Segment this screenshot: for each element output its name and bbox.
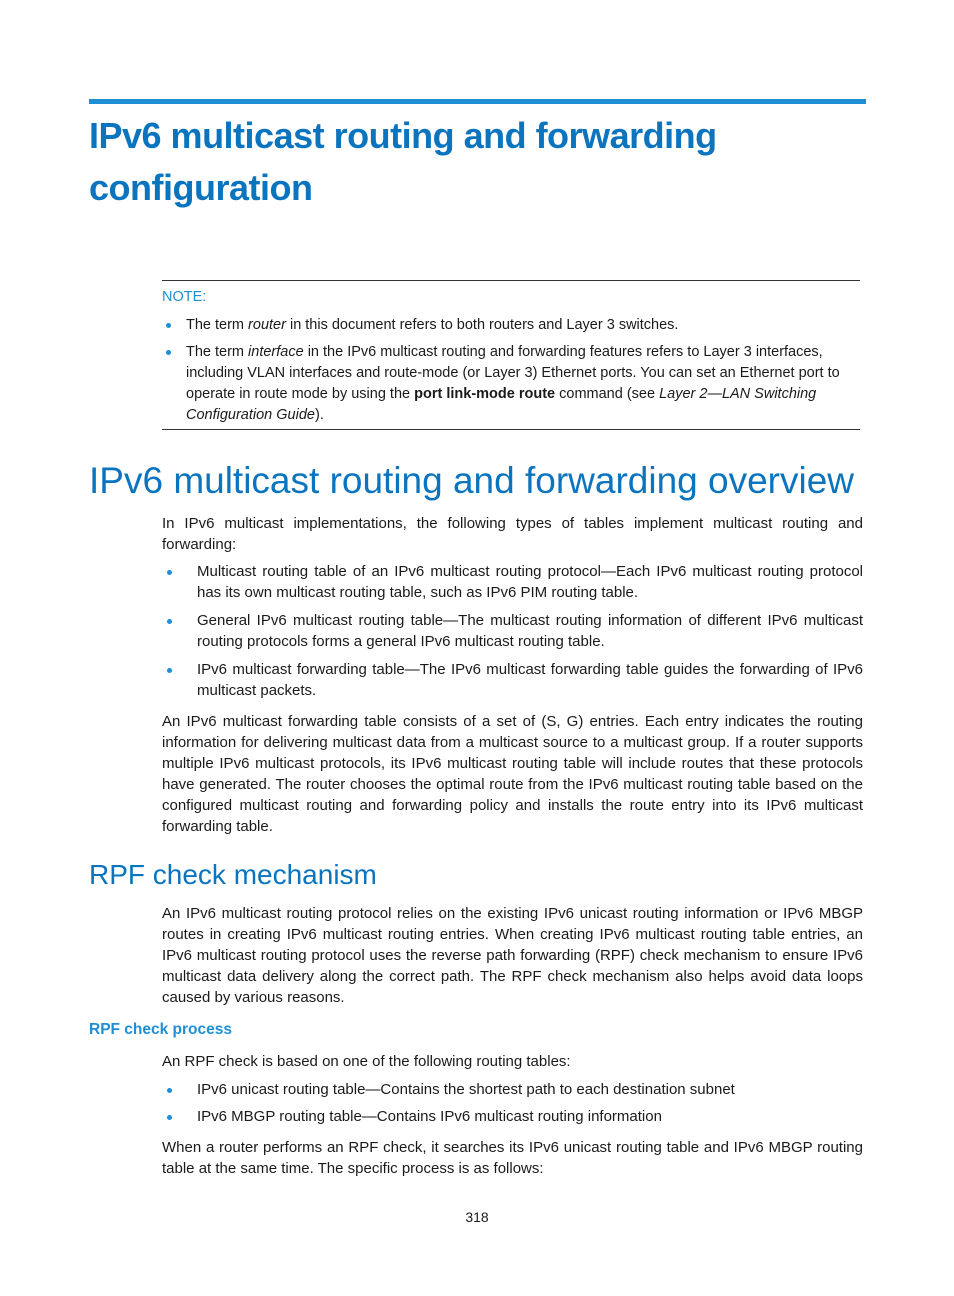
list-item: General IPv6 multicast routing table—The multicast routing information of different IPv6 multicast routing protocols forms a general IPv6 multicast routing table.: [162, 610, 863, 652]
overview-list: [162, 561, 863, 701]
rpf-paragraph: An IPv6 multicast routing protocol relies on the existing IPv6 unicast routing information or IPv6 MBGP routes in creating IPv6 multicast routing entries. When creating IPv6 multicast routing table entries, an IPv6 multicast routing protocol uses the reverse path forwarding (RPF) check mechanism to ensure IPv6 multicast data delivery along the correct path. The RPF check mechanism also helps avoid data loops caused by various reasons.: [162, 905, 863, 1006]
process-paragraph: When a router performs an RPF check, it searches its IPv6 unicast routing table and IPv6 MBGP routing table at the same time. The specific process is as follows:: [162, 1139, 863, 1177]
rpf-process-section: [162, 1051, 863, 1179]
note-item: The term router in this document refers to both routers and Layer 3 switches.: [162, 315, 860, 336]
note-label: NOTE:: [162, 289, 207, 305]
term-router: router: [248, 317, 286, 333]
page-number: 318: [465, 1209, 489, 1225]
guide-reference: Layer 2—LAN Switching Configuration Guide: [186, 386, 817, 423]
bullet-icon: [167, 1088, 172, 1093]
list-item: Multicast routing table of an IPv6 multicast routing protocol—Each IPv6 multicast routing protocol has its own multicast routing table, such as IPv6 PIM routing table.: [162, 561, 863, 603]
command-text: port link-mode route: [414, 386, 556, 402]
bullet-icon: [166, 323, 171, 328]
bullet-icon: [167, 570, 172, 575]
bullet-icon: [167, 668, 172, 673]
chapter-title: IPv6 multicast routing and forwarding configuration: [89, 115, 717, 208]
list-item: IPv6 unicast routing table—Contains the shortest path to each destination subnet: [162, 1079, 863, 1100]
chapter-rule: [89, 99, 866, 104]
term-interface: interface: [248, 344, 304, 360]
overview-heading: IPv6 multicast routing and forwarding overview: [89, 460, 855, 501]
list-item: IPv6 multicast forwarding table—The IPv6 multicast forwarding table guides the forwarding of IPv6 multicast packets.: [162, 659, 863, 701]
note-box: [162, 280, 860, 430]
overview-paragraph: An IPv6 multicast forwarding table consists of a set of (S, G) entries. Each entry indicates the routing information for delivering multicast data from a multicast source to a multicast group. If a router supports multiple IPv6 multicast protocols, its IPv6 multicast routing table will include routes that these protocols have generated. The router chooses the optimal route from the IPv6 multicast routing table based on the configured multicast routing and forwarding policy and installs the route entry into its IPv6 multicast forwarding table.: [162, 713, 863, 835]
note-item: The term interface in the IPv6 multicast routing and forwarding features refers to Layer 3 interfaces, including VLAN interfaces and route-mode (or Layer 3) Ethernet ports. You can set an Ethernet port to operate in route mode by using the port link-mode route command (see Layer 2—LAN Switching Configuration Guide).: [162, 342, 860, 426]
rpf-process-heading: RPF check process: [89, 1021, 233, 1038]
bullet-icon: [167, 619, 172, 624]
process-intro: An RPF check is based on one of the following routing tables:: [162, 1053, 571, 1070]
process-list: [162, 1079, 863, 1127]
list-item: IPv6 MBGP routing table—Contains IPv6 multicast routing information: [162, 1106, 863, 1127]
bullet-icon: [167, 1115, 172, 1120]
note-list: [162, 315, 860, 426]
rpf-section: [162, 903, 863, 1008]
rpf-heading: RPF check mechanism: [89, 859, 377, 890]
bullet-icon: [166, 350, 171, 355]
overview-intro: In IPv6 multicast implementations, the following types of tables implement multicast routing and forwarding:: [162, 515, 863, 553]
overview-section: [162, 513, 863, 837]
